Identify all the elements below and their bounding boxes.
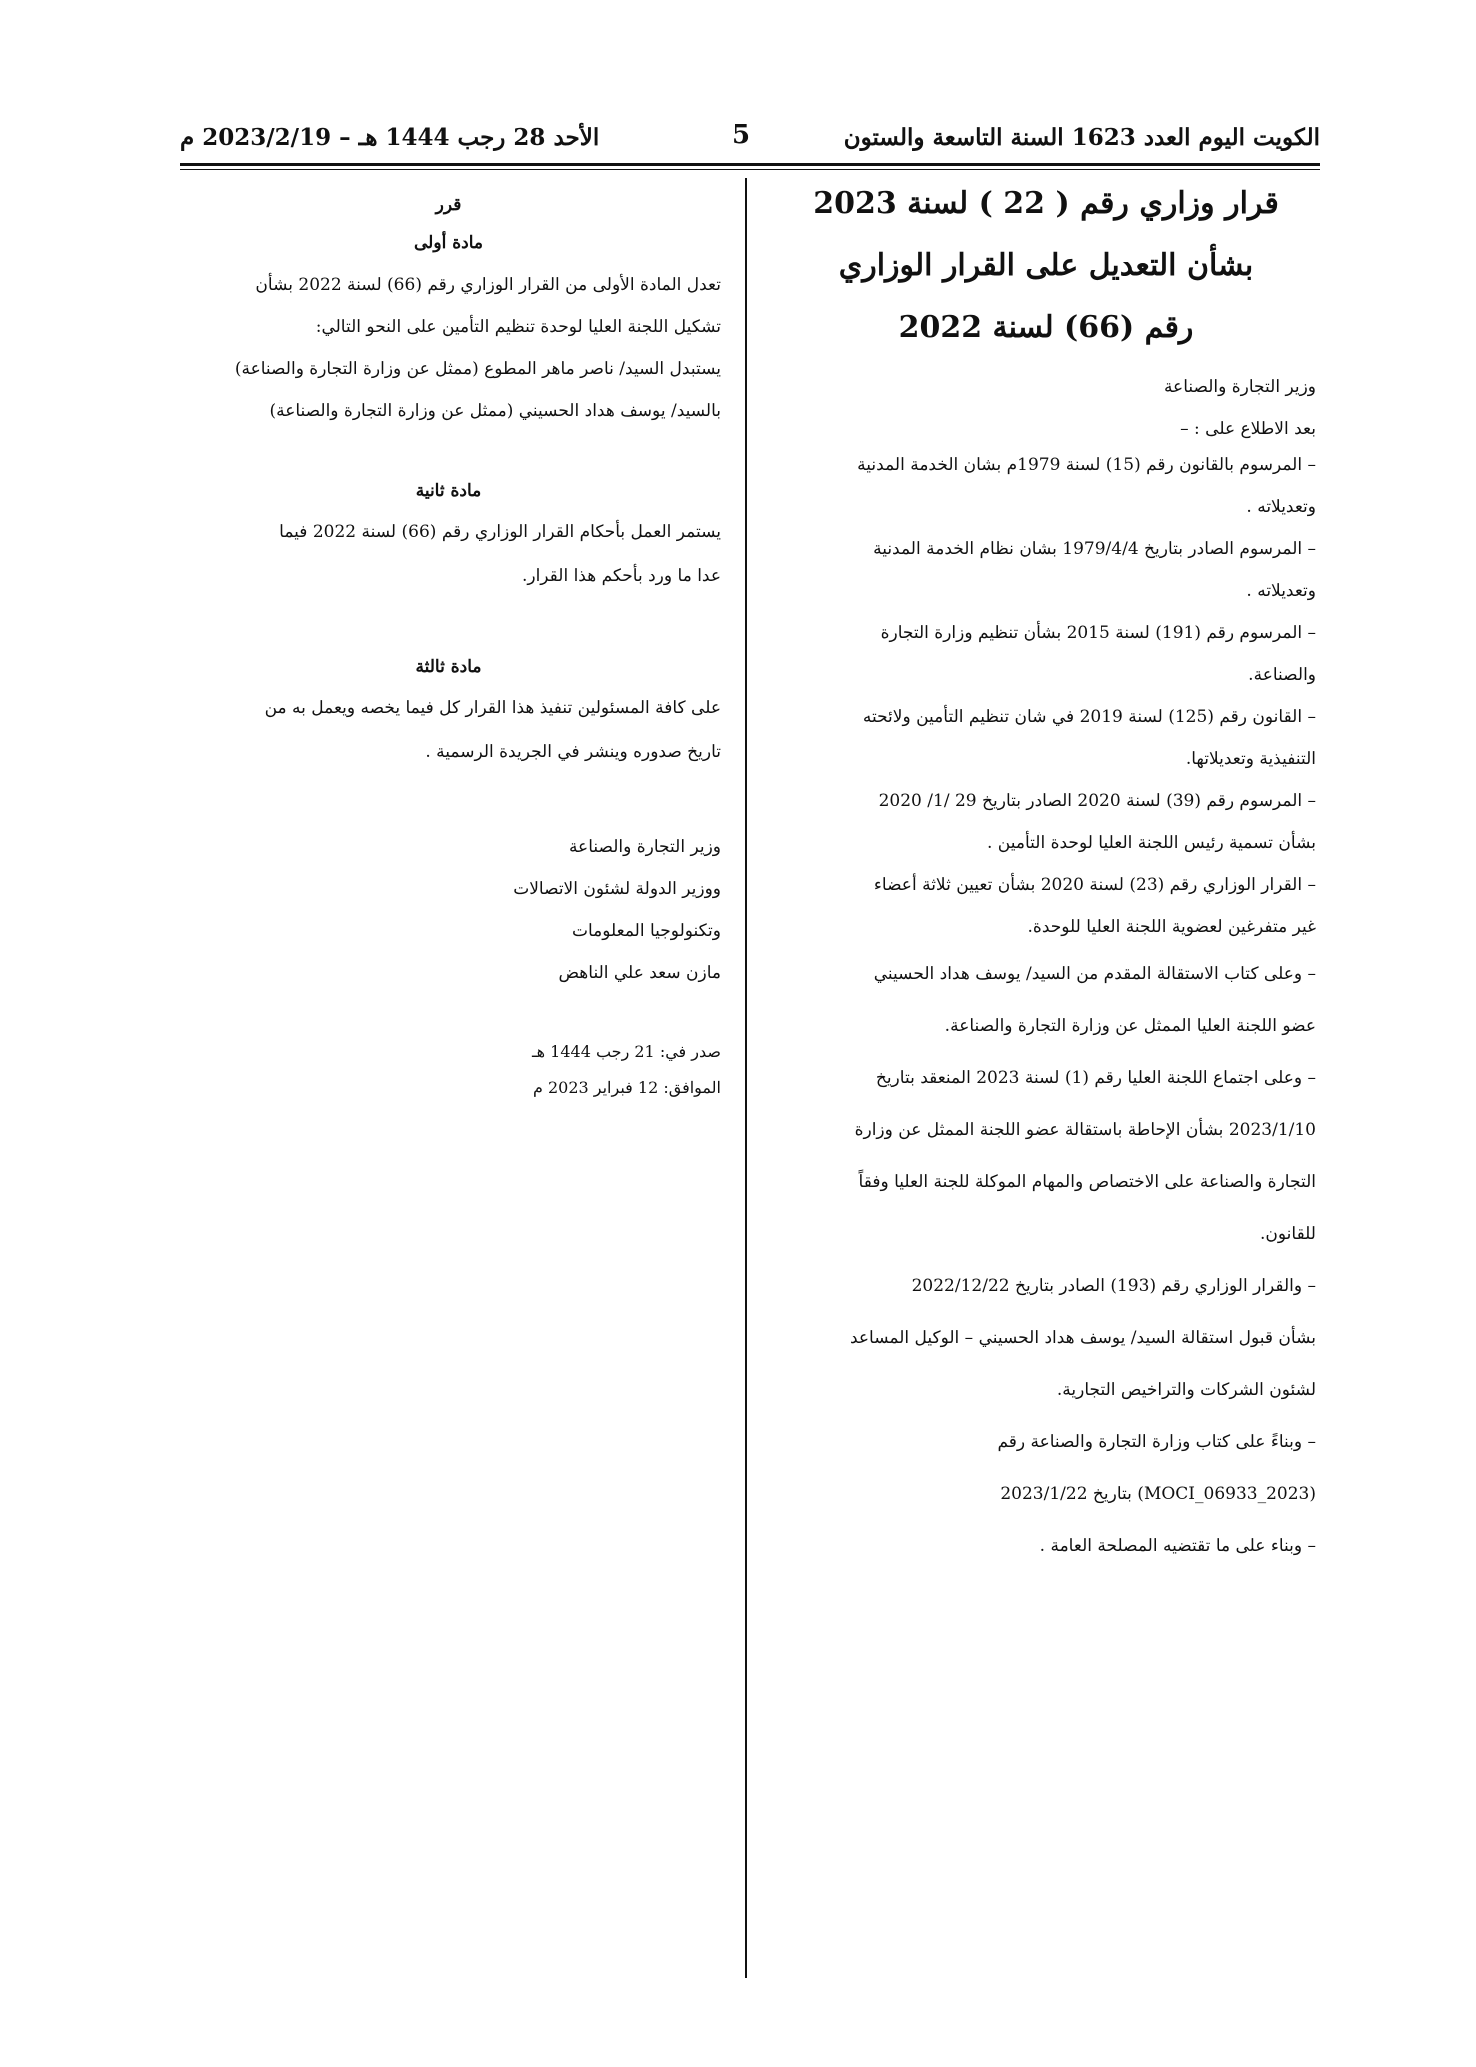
preamble-item — [776, 444, 1316, 528]
preamble-item — [776, 780, 1316, 864]
preamble-item — [776, 696, 1316, 780]
page-number: 5 — [732, 120, 751, 150]
preamble-line: – وعلى كتاب الاستقالة المقدم من السيد/ يوسف هداد الحسيني — [873, 964, 1316, 984]
article3-title: مادة ثالثة — [415, 657, 482, 677]
preamble-line: عضو اللجنة العليا الممثل عن وزارة التجارة والصناعة. — [944, 1016, 1316, 1036]
preamble-line: – القانون رقم (125) لسنة 2019 في شان تنظيم التأمين ولائحته — [862, 707, 1316, 727]
preamble-line: – المرسوم رقم (39) لسنة 2020 الصادر بتاريخ 29 /1/ 2020 — [878, 791, 1316, 811]
preamble-line: لشئون الشركات والتراخيص التجارية. — [1056, 1380, 1316, 1400]
issue-date — [401, 1034, 721, 1106]
preamble-line: والصناعة. — [1248, 665, 1316, 685]
header-date: الأحد 28 رجب 1444 هـ – 2023/2/19 م — [180, 124, 600, 151]
preamble-line: 2023/1/10 بشأن الإحاطة باستقالة عضو اللجنة الممثل عن وزارة — [854, 1120, 1316, 1140]
preamble-item — [776, 612, 1316, 696]
text-line: عدا ما ورد بأحكم هذا القرار. — [521, 566, 721, 586]
preamble-line: للقانون. — [1260, 1224, 1316, 1244]
preamble-item — [776, 528, 1316, 612]
preamble-line: وتعديلاته . — [1246, 497, 1316, 517]
preamble-line: التجارة والصناعة على الاختصاص والمهام الموكلة للجنة العليا وفقاً — [858, 1172, 1316, 1192]
preamble-item — [776, 864, 1316, 948]
preamble-line: – والقرار الوزاري رقم (193) الصادر بتاريخ 2022/12/22 — [911, 1276, 1316, 1296]
text-line: تاريخ صدوره وينشر في الجريدة الرسمية . — [425, 742, 721, 762]
preamble-line: غير متفرغين لعضوية اللجنة العليا للوحدة. — [1027, 917, 1316, 937]
preamble-line: – وبناءً على كتاب وزارة التجارة والصناعة رقم — [997, 1432, 1316, 1452]
article2-title: مادة ثانية — [415, 481, 482, 501]
preamble-line: التنفيذية وتعديلاتها. — [1185, 749, 1316, 769]
text-line: وزير التجارة والصناعة — [568, 837, 721, 857]
page-header — [180, 118, 1320, 158]
after-reading-heading: بعد الاطلاع على : – — [1180, 419, 1316, 439]
preamble-line: – المرسوم رقم (191) لسنة 2015 بشأن تنظيم وزارة التجارة — [880, 623, 1316, 643]
header-rule-thick — [180, 163, 1320, 166]
left-column — [176, 182, 721, 1106]
decree-subtitle: بشأن التعديل على القرار الوزاري — [838, 248, 1254, 283]
decree-subtitle-ref: رقم (66) لسنة 2022 — [898, 310, 1194, 345]
right-column — [776, 182, 1316, 1572]
text-line: يستبدل السيد/ ناصر ماهر المطوع (ممثل عن وزارة التجارة والصناعة) — [234, 359, 721, 379]
minister-signature — [176, 826, 721, 994]
preamble-line: (MOCI_06933_2023) بتاريخ 2023/1/22 — [1000, 1484, 1316, 1504]
text-line: تشكيل اللجنة العليا لوحدة تنظيم التأمين على النحو التالي: — [315, 317, 721, 337]
text-line: الموافق: 12 فبراير 2023 م — [532, 1078, 721, 1097]
text-line: وتكنولوجيا المعلومات — [571, 921, 721, 941]
column-divider — [745, 178, 747, 1978]
article1-text — [176, 264, 721, 432]
preamble-line: بشأن تسمية رئيس اللجنة العليا لوحدة التأمين . — [987, 833, 1316, 853]
header-gazette-issue: الكويت اليوم العدد 1623 السنة التاسعة والستون — [843, 124, 1320, 151]
preamble-line: بشأن قبول استقالة السيد/ يوسف هداد الحسيني – الوكيل المساعد — [849, 1328, 1316, 1348]
preamble-list — [776, 444, 1316, 1572]
preamble-item — [776, 1052, 1316, 1260]
text-line: على كافة المسئولين تنفيذ هذا القرار كل فيما يخصه ويعمل به من — [264, 698, 721, 718]
decree-title: قرار وزاري رقم ( 22 ) لسنة 2023 — [813, 186, 1279, 221]
header-rule-thin — [180, 169, 1320, 170]
preamble-item — [776, 948, 1316, 1052]
preamble-line: – وبناء على ما تقتضيه المصلحة العامة . — [1039, 1536, 1316, 1556]
article1-title: مادة أولى — [414, 233, 483, 253]
article3-text — [176, 686, 721, 774]
text-line: تعدل المادة الأولى من القرار الوزاري رقم (66) لسنة 2022 بشأن — [255, 275, 721, 295]
text-line: صدر في: 21 رجب 1444 هـ — [531, 1042, 721, 1061]
preamble-item — [776, 1416, 1316, 1520]
text-line: ووزير الدولة لشئون الاتصالات — [513, 879, 721, 899]
text-line: بالسيد/ يوسف هداد الحسيني (ممثل عن وزارة التجارة والصناعة) — [269, 401, 721, 421]
text-line: مازن سعد علي الناهض — [558, 963, 721, 983]
preamble-line: – وعلى اجتماع اللجنة العليا رقم (1) لسنة 2023 المنعقد بتاريخ — [875, 1068, 1316, 1088]
preamble-line: – المرسوم الصادر بتاريخ 1979/4/4 بشان نظام الخدمة المدنية — [873, 539, 1316, 559]
preamble-line: – المرسوم بالقانون رقم (15) لسنة 1979م بشان الخدمة المدنية — [857, 455, 1316, 475]
preamble-line: – القرار الوزاري رقم (23) لسنة 2020 بشأن تعيين ثلاثة أعضاء — [873, 875, 1316, 895]
decided-heading: قرر — [435, 195, 462, 215]
article2-text — [176, 510, 721, 598]
preamble-item — [776, 1260, 1316, 1416]
text-line: يستمر العمل بأحكام القرار الوزاري رقم (66) لسنة 2022 فيما — [279, 522, 721, 542]
preamble-line: وتعديلاته . — [1246, 581, 1316, 601]
preamble-item — [776, 1520, 1316, 1572]
issuing-minister: وزير التجارة والصناعة — [1163, 377, 1316, 397]
